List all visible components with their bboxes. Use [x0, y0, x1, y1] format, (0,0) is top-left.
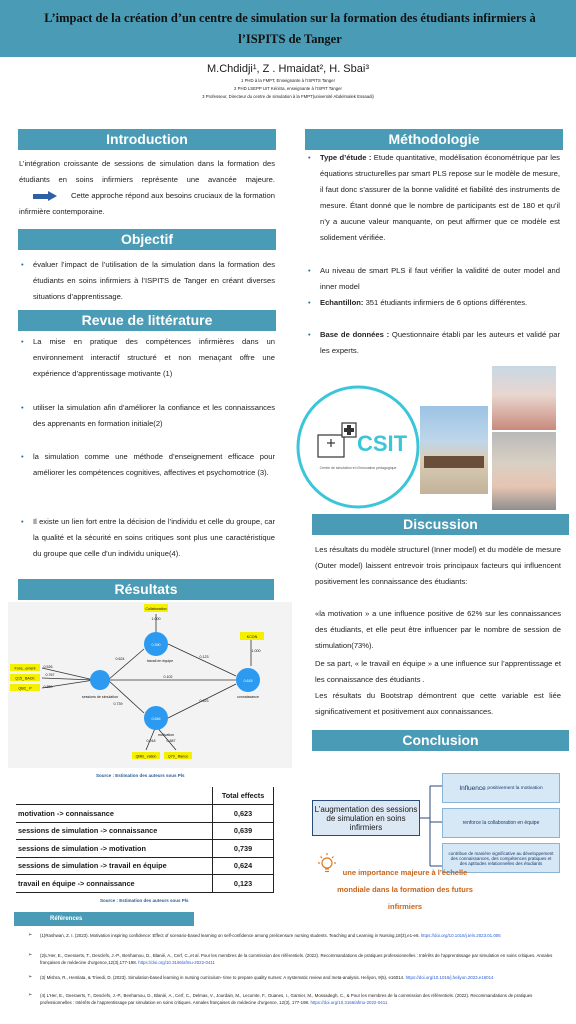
conclusion-box-motivation: [442, 773, 560, 803]
connaissance-r2: 0.618: [243, 679, 253, 683]
reference-text: (4) L’Her, E., Geeraerts, T., Desclefs, J.-P., Benhamou, D., Blanié, A., Cerf, C., Delmas, V., Jourdain, M., Lecomte, F., Ouanes, I., Garnier, M., Mossadegh, C., & Pour les membres de la commission des référentiels. (2022). Recommandations de pratiques professionnelles : Intérêts de l’apprentissage par simulation en soins critiques. Annales françaises de médecine d’urgence, 12(3), 177-198.: [40, 993, 533, 1006]
table-header-empty: [16, 787, 213, 805]
references-heading: Références: [14, 912, 194, 926]
reference-text: (3) Mishra, R., Hemlata, & Trivedi, D. (2023). Simulation-based learning in nursing curriculum- time to prepare quality nurses: A systematic review and meta-analysis. Heliyon, 9(5), e16014.: [40, 975, 405, 980]
table-row-value: 0,739: [213, 840, 274, 858]
discussion-p3: De sa part, « le travail en équipe » a une influence sur l’apprentissage et les connaissance des étudiants .: [315, 659, 561, 684]
affiliation-2: 2 PHD LSEPP UIT Kénitra, enseignante à l’ISPIT Tanger: [234, 86, 342, 91]
simulation-room-photo: [492, 366, 556, 430]
discussion-heading: Discussion: [312, 514, 569, 535]
indicator-tw-label: Collaboration: [145, 607, 167, 611]
indicator-sim-l3: 0.850: [43, 685, 53, 689]
conclusion-box-1b: positivement la motivation: [487, 785, 543, 791]
table-header-row: [16, 787, 274, 805]
reference-text: (2)L’Her, E., Geeraerts, T., Desclefs, J.-P., Benhamou, D., Blanié, A., Cerf, C.,et al. Pour les membres de la commission des référentiels. (2022). Recommandations de pratiques professionnelles : Intérêts de l’apprentissage par simulation en soins critiques. Annales françaises de médecine d’urgence,12(3),177-198.: [40, 953, 553, 966]
conclusion-box-1a: Influence: [459, 784, 486, 792]
methodologie-type: [320, 150, 560, 246]
title-banner: [0, 0, 576, 57]
node-sessions-label: sessions de simulation: [81, 695, 119, 699]
table-header-total-effects: Total effects: [213, 787, 274, 805]
table-row-label: motivation -> connaissance: [16, 805, 213, 823]
introduction-heading: Introduction: [18, 129, 276, 150]
right-arrow-icon: [33, 191, 57, 201]
table-row: [16, 840, 274, 858]
model-source-caption: Source : Estimation des auteurs sous Pls: [96, 773, 185, 778]
reference-text: (1)Rashwan, Z. I. (2023). Motivation inspiring confidence: Effect of scenario-based learning on self-confidence among prelicensure nursing students. Teaching and Learning in Nursing,18(3),e1-e6.: [40, 933, 420, 938]
ech-label: Echantillon:: [320, 298, 364, 307]
table-row: [16, 875, 274, 893]
base-label: Base de données :: [320, 330, 390, 339]
indicator-mot-1-label: QMB_ vation: [135, 754, 157, 759]
objectif-text: • évaluer l’impact de l’utilisation de la simulation dans la formation des étudiants en soins infirmiers à l’ISPITS de Tanger en créant diverses situations d’apprentissage.: [33, 257, 275, 305]
path-travail-conn: 0.123: [199, 655, 209, 659]
table-row-value: 0,624: [213, 857, 274, 875]
table-row-value: 0,123: [213, 875, 274, 893]
table-row-value: 0,639: [213, 822, 274, 840]
ech-text: 351 étudiants infirmiers de 6 options différentes.: [365, 298, 528, 307]
node-sessions: [90, 670, 110, 690]
poster-title: L’impact de la création d’un centre de simulation sur la formation des étudiants infirmiers à l’ISPITS de Tanger: [44, 11, 536, 46]
reference-link[interactable]: https://doi.org/10.3166/afmu-2022-0411: [138, 960, 215, 966]
table-row-label: sessions de simulation -> connaissance: [16, 822, 213, 840]
resultats-heading: Résultats: [18, 579, 274, 600]
methodologie-smart: • Au niveau de smart PLS il faut vérifier la validité de outer model and inner model: [320, 263, 560, 295]
logo-subtitle: Centre de simulation et d’innovation pédagogique: [319, 466, 397, 470]
path-s-connaissance: 0.102: [163, 675, 173, 679]
indicator-sim-1-label: Fonc...ement: [14, 666, 36, 671]
indicator-conn-load: 1.000: [251, 649, 261, 653]
conclusion-main-box: L’augmentation des sessions de simulation en soins infirmiers: [312, 800, 420, 836]
table-row-value: 0,623: [213, 805, 274, 823]
table-row: [16, 857, 274, 875]
indicator-sim-l2: 0.767: [45, 673, 55, 677]
revue-item-2: • utiliser la simulation afin d’améliorer la confiance et les connaissances des apprenants en formation initiale(2): [33, 400, 275, 432]
path-s-motivation: 0.739: [113, 702, 123, 706]
revue-item-1: • La mise en pratique des compétences infirmières dans un environnement interactif structuré et non menaçant offre une expérience d’apprentissage motivante (1): [33, 334, 275, 382]
reference-link[interactable]: https://doi.org/10.3166/afmu-2022-0411: [310, 1000, 388, 1006]
path-s-travail: 0.624: [115, 657, 125, 661]
pls-model-diagram: [8, 602, 292, 768]
introduction-text: [19, 156, 275, 220]
path-motiv-conn: 0.623: [199, 699, 209, 703]
indicator-mot-2-label: Q70_ ifiance: [167, 754, 189, 759]
total-effects-table: [16, 787, 274, 893]
revue-heading: Revue de littérature: [18, 310, 276, 331]
indicator-sim-l1: 0.526: [43, 665, 53, 669]
reference-link[interactable]: https://doi.org/10.1016/j.teln.2023.01.006: [420, 933, 501, 938]
motivation-r2: 0.546: [151, 717, 161, 721]
reference-item: [40, 974, 560, 981]
conclusion-box-knowledge: contribue de manière significative au développement des connaissances, des compétences pratiques et des aptitudes relationnelles des étudiants: [442, 843, 560, 873]
discussion-p4: Les résultats du Bootstrap démontrent que cette variable est liée significativement et positivement aux connaissances.: [315, 691, 561, 716]
discussion-p2: «la motivation » a une influence positive de 62% sur les connaissances des étudiants, et elle peut être influencer par le nombre de session de stimulation(73%).: [315, 609, 561, 650]
introduction-text-2: Cette approche répond aux besoins cruciaux de la formation infirmière contemporaine.: [19, 191, 275, 216]
reference-item: [40, 992, 560, 1007]
revue-item-3: • la simulation comme une méthode d’enseignement efficace pour améliorer les compétences cognitives, affectives et psychomotrice (3).: [33, 449, 275, 481]
travail-r2: 0.390: [151, 643, 161, 647]
node-motivation-label: motivation: [157, 733, 175, 737]
node-travail-label: travail en équipe: [146, 659, 174, 663]
discussion-p1: Les résultats du modèle structurel (Inner model) et du modèle de mesure (Outer model) laissent entrevoir trois principaux facteurs qui influencent positivement les connaissance des étudiants:: [315, 545, 561, 586]
csit-logo: [296, 385, 420, 509]
affiliation-3: 3 Professeur, Directeur du centre de simulation à la FMPT(université Abdelmalek Essaadi): [202, 94, 374, 99]
institute-building-photo: [420, 406, 488, 494]
methodologie-echantillon: [320, 295, 560, 311]
base-text: Questionnaire établi par les auteurs et validé par les experts.: [320, 330, 560, 355]
table-row-label: sessions de simulation -> motivation: [16, 840, 213, 858]
indicator-sim-3-label: QBC_ P: [18, 686, 32, 691]
table-row: [16, 805, 274, 823]
reference-item: [40, 932, 560, 939]
reference-item: [40, 952, 560, 967]
indicator-tw-load: 1.000: [151, 617, 161, 621]
methodologie-heading: Méthodologie: [305, 129, 563, 150]
conclusion-highlight: une importance majeure à l’échelle mondiale dans la formation des futurs infirmiers: [337, 868, 473, 911]
type-text: Etude quantitative, modélisation économétrique par les équations structurelles par smart PLS repose sur le modèle de mesure, il faut donc s’assurer de la bonne validité et fiabilité des instruments de mesure. Étant donné que le nombre de participants est de 180 et qu’il n’y a aucune valeur manquante, on peut affirmer que ce modèle est solidement vérifiée.: [320, 153, 560, 242]
type-label: Type d’étude :: [320, 153, 372, 162]
authors: M.Chdidji¹, Z . Hmaidat², H. Sbai³: [207, 63, 369, 75]
indicator-mot-l2: 0.887: [166, 739, 176, 743]
table-source-caption: Source : Estimation des auteurs sous Pls: [100, 898, 189, 903]
methodologie-base: [320, 327, 560, 359]
objectif-heading: Objectif: [18, 229, 276, 250]
indicator-conn-label: KCON: [246, 635, 258, 639]
medical-cross-icon: [342, 423, 356, 437]
revue-item-4: • Il existe un lien fort entre la décision de l’individu et celle du groupe, car la qualité et la sécurité en soins critiques sont plus une caractéristique du groupe que celle d’un individu unique(4).: [33, 514, 275, 562]
indicator-mot-l1: 0.918: [146, 739, 156, 743]
table-row-label: travail en équipe -> connaissance: [16, 875, 213, 893]
logo-name: CSIT: [356, 431, 408, 456]
reference-link[interactable]: https://doi.org/10.1016/j.heliyon.2023.e16014: [405, 975, 494, 980]
conclusion-heading: Conclusion: [312, 730, 569, 751]
table-row: [16, 822, 274, 840]
conclusion-box-collaboration: renforce la collaboration en équipe: [442, 808, 560, 838]
indicator-sim-2-label: Q15_ BACK: [15, 676, 35, 681]
introduction-text-1: L’intégration croissante de sessions de simulation dans la formation des étudiants en soins infirmiers représente une avancée majeure.: [19, 159, 275, 184]
node-connaissance-label: connaissance: [237, 695, 259, 699]
affiliation-1: 1 PHD à la FMPT, Enseignante à l’ISPITS Tanger: [240, 78, 336, 83]
patient-simulator-photo: [492, 432, 556, 510]
table-row-label: sessions de simulation -> travail en équipe: [16, 857, 213, 875]
